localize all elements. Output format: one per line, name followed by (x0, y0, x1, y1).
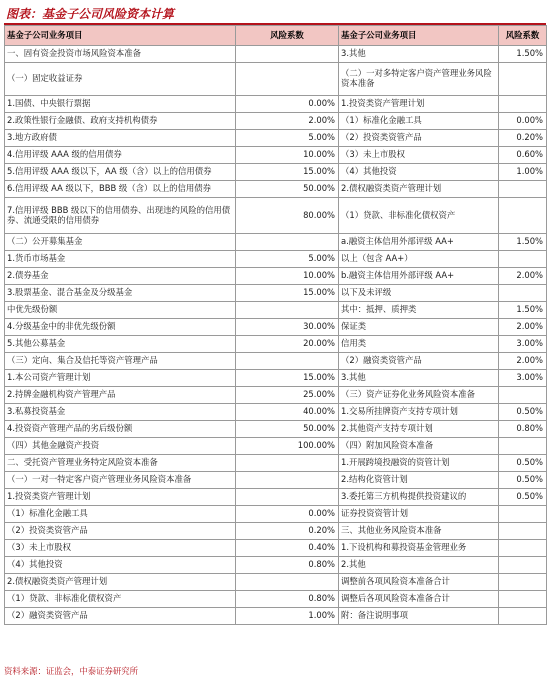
right-risk-cell: 0.80% (499, 421, 547, 438)
right-item-cell: 证券投资资管计划 (339, 506, 499, 523)
table-row (5, 130, 547, 147)
left-item-cell: （2）投资类资管产品 (5, 523, 236, 540)
right-risk-cell (499, 506, 547, 523)
left-risk-cell: 15.00% (236, 285, 339, 302)
left-risk-cell: 15.00% (236, 164, 339, 181)
right-item-cell: b.融资主体信用外部评级 AA+ (339, 268, 499, 285)
right-item-cell: 2.债权融资类资产管理计划 (339, 181, 499, 198)
right-risk-cell (499, 557, 547, 574)
left-item-cell: （1）贷款、非标准化债权资产 (5, 591, 236, 608)
left-risk-cell (236, 353, 339, 370)
left-risk-cell (236, 574, 339, 591)
left-risk-cell: 2.00% (236, 113, 339, 130)
left-item-cell: （一）固定收益证券 (5, 63, 236, 96)
left-item-cell: 4.分级基金中的非优先级份额 (5, 319, 236, 336)
right-risk-cell: 1.50% (499, 302, 547, 319)
table-row (5, 268, 547, 285)
right-item-cell: （二）一对多特定客户资产管理业务风险资本准备 (339, 63, 499, 96)
table-row (5, 285, 547, 302)
left-item-cell: 2.债券基金 (5, 268, 236, 285)
table-row (5, 540, 547, 557)
page-title: 图表：基金子公司风险资本计算 (6, 7, 175, 21)
table-row (5, 472, 547, 489)
right-risk-cell (499, 251, 547, 268)
table-row (5, 404, 547, 421)
left-item-cell: 3.私募投资基金 (5, 404, 236, 421)
left-risk-cell: 50.00% (236, 181, 339, 198)
left-risk-cell: 20.00% (236, 336, 339, 353)
left-risk-cell: 1.00% (236, 608, 339, 625)
table-row (5, 251, 547, 268)
table-row (5, 387, 547, 404)
left-risk-cell: 0.00% (236, 506, 339, 523)
right-risk-cell (499, 523, 547, 540)
right-risk-cell: 2.00% (499, 268, 547, 285)
left-risk-cell (236, 455, 339, 472)
header-left-item: 基金子公司业务项目 (5, 26, 236, 46)
left-risk-cell (236, 302, 339, 319)
left-risk-cell (236, 472, 339, 489)
left-item-cell: （2）融资类资管产品 (5, 608, 236, 625)
left-risk-cell: 0.80% (236, 557, 339, 574)
table-header-row (5, 26, 547, 46)
right-item-cell: （四）附加风险资本准备 (339, 438, 499, 455)
left-risk-cell: 0.00% (236, 96, 339, 113)
table-row (5, 96, 547, 113)
left-item-cell: （4）其他投资 (5, 557, 236, 574)
table-row (5, 608, 547, 625)
table-row (5, 319, 547, 336)
right-item-cell: 3.其他 (339, 370, 499, 387)
right-item-cell: （4）其他投资 (339, 164, 499, 181)
left-item-cell: 1.货币市场基金 (5, 251, 236, 268)
left-risk-cell: 10.00% (236, 268, 339, 285)
left-risk-cell: 0.40% (236, 540, 339, 557)
left-risk-cell (236, 234, 339, 251)
left-risk-cell: 5.00% (236, 251, 339, 268)
right-risk-cell (499, 608, 547, 625)
table-row (5, 147, 547, 164)
left-risk-cell: 100.00% (236, 438, 339, 455)
right-risk-cell: 0.50% (499, 472, 547, 489)
right-item-cell: 调整后各项风险资本准备合计 (339, 591, 499, 608)
table-row (5, 455, 547, 472)
right-risk-cell (499, 591, 547, 608)
right-item-cell: 1.下设机构和募投资基金管理业务 (339, 540, 499, 557)
table-row (5, 302, 547, 319)
right-risk-cell (499, 63, 547, 96)
right-item-cell: （1）标准化金融工具 (339, 113, 499, 130)
left-item-cell: 7.信用评级 BBB 级以下的信用债券、出现违约风险的信用债券、流通受限的信用债券 (5, 198, 236, 234)
right-risk-cell: 1.50% (499, 234, 547, 251)
left-item-cell: （四）其他金融资产投资 (5, 438, 236, 455)
table-row (5, 574, 547, 591)
right-item-cell: 以上（包含 AA+） (339, 251, 499, 268)
table-row (5, 591, 547, 608)
right-risk-cell: 0.50% (499, 404, 547, 421)
table-row (5, 353, 547, 370)
right-risk-cell: 0.00% (499, 113, 547, 130)
left-item-cell: 2.债权融资类资产管理计划 (5, 574, 236, 591)
left-item-cell: 一、固有资金投资市场风险资本准备 (5, 46, 236, 63)
header-right-item: 基金子公司业务项目 (339, 26, 499, 46)
right-item-cell: 信用类 (339, 336, 499, 353)
right-risk-cell: 0.50% (499, 489, 547, 506)
right-risk-cell: 3.00% (499, 336, 547, 353)
left-item-cell: （1）标准化金融工具 (5, 506, 236, 523)
right-item-cell: 2.结构化资管计划 (339, 472, 499, 489)
right-item-cell: 3.委托第三方机构提供投资建议的 (339, 489, 499, 506)
left-risk-cell: 25.00% (236, 387, 339, 404)
right-risk-cell (499, 574, 547, 591)
left-item-cell: （3）未上市股权 (5, 540, 236, 557)
left-item-cell: 1.国债、中央银行票据 (5, 96, 236, 113)
left-item-cell: （三）定向、集合及信托等资产管理产品 (5, 353, 236, 370)
right-item-cell: （3）未上市股权 (339, 147, 499, 164)
table-row (5, 164, 547, 181)
right-risk-cell (499, 387, 547, 404)
left-item-cell: 4.投资资产管理产品的劣后级份额 (5, 421, 236, 438)
left-risk-cell: 40.00% (236, 404, 339, 421)
right-risk-cell: 0.60% (499, 147, 547, 164)
right-item-cell: 以下及未评级 (339, 285, 499, 302)
table-row (5, 234, 547, 251)
left-risk-cell: 30.00% (236, 319, 339, 336)
risk-capital-table (4, 25, 547, 625)
right-item-cell: 附：备注说明事项 (339, 608, 499, 625)
left-risk-cell: 15.00% (236, 370, 339, 387)
left-risk-cell (236, 63, 339, 96)
left-risk-cell: 50.00% (236, 421, 339, 438)
table-row (5, 421, 547, 438)
right-item-cell: （1）贷款、非标准化债权资产 (339, 198, 499, 234)
table-row (5, 46, 547, 63)
right-risk-cell: 0.50% (499, 455, 547, 472)
left-risk-cell (236, 46, 339, 63)
right-risk-cell: 0.20% (499, 130, 547, 147)
right-risk-cell (499, 181, 547, 198)
right-item-cell: （2）融资类资管产品 (339, 353, 499, 370)
left-risk-cell: 0.80% (236, 591, 339, 608)
left-item-cell: 1.投资类资产管理计划 (5, 489, 236, 506)
left-item-cell: 2.持牌金融机构资产管理产品 (5, 387, 236, 404)
left-item-cell: 3.地方政府债 (5, 130, 236, 147)
table-row (5, 336, 547, 353)
left-item-cell: 3.股票基金、混合基金及分级基金 (5, 285, 236, 302)
table-row (5, 198, 547, 234)
left-risk-cell (236, 489, 339, 506)
right-risk-cell: 1.00% (499, 164, 547, 181)
left-item-cell: （二）公开募集基金 (5, 234, 236, 251)
source-note: 资料来源：证监会，中泰证券研究所 (4, 666, 138, 676)
right-item-cell: 1.开展跨境投融资的资管计划 (339, 455, 499, 472)
header-right-risk: 风险系数 (499, 26, 547, 46)
right-risk-cell (499, 96, 547, 113)
left-risk-cell: 5.00% (236, 130, 339, 147)
right-item-cell: 2.其他资产支持专项计划 (339, 421, 499, 438)
right-risk-cell: 3.00% (499, 370, 547, 387)
right-item-cell: 其中：抵押、质押类 (339, 302, 499, 319)
right-item-cell: 3.其他 (339, 46, 499, 63)
right-item-cell: （三）资产证券化业务风险资本准备 (339, 387, 499, 404)
right-risk-cell: 1.50% (499, 46, 547, 63)
right-risk-cell (499, 198, 547, 234)
right-item-cell: 2.其他 (339, 557, 499, 574)
header-left-risk: 风险系数 (236, 26, 339, 46)
left-item-cell: 二、受托资产管理业务特定风险资本准备 (5, 455, 236, 472)
left-item-cell: 1.本公司资产管理计划 (5, 370, 236, 387)
left-item-cell: 6.信用评级 AA 级以下，BBB 级（含）以上的信用债券 (5, 181, 236, 198)
right-item-cell: 1.投资类资产管理计划 (339, 96, 499, 113)
right-item-cell: a.融资主体信用外部评级 AA+ (339, 234, 499, 251)
left-item-cell: 5.其他公募基金 (5, 336, 236, 353)
right-risk-cell (499, 438, 547, 455)
right-risk-cell (499, 285, 547, 302)
table-row (5, 523, 547, 540)
table-row (5, 489, 547, 506)
right-risk-cell (499, 540, 547, 557)
left-risk-cell: 10.00% (236, 147, 339, 164)
left-item-cell: 5.信用评级 AAA 级以下，AA 级（含）以上的信用债券 (5, 164, 236, 181)
right-risk-cell: 2.00% (499, 319, 547, 336)
left-item-cell: （一）一对一特定客户资产管理业务风险资本准备 (5, 472, 236, 489)
left-risk-cell: 80.00% (236, 198, 339, 234)
table-row (5, 63, 547, 96)
table-row (5, 370, 547, 387)
left-risk-cell: 0.20% (236, 523, 339, 540)
table-row (5, 557, 547, 574)
right-item-cell: 三、其他业务风险资本准备 (339, 523, 499, 540)
right-item-cell: 保证类 (339, 319, 499, 336)
right-risk-cell: 2.00% (499, 353, 547, 370)
left-item-cell: 2.政策性银行金融债、政府支持机构债券 (5, 113, 236, 130)
table-row (5, 113, 547, 130)
left-item-cell: 4.信用评级 AAA 级的信用债券 (5, 147, 236, 164)
left-item-cell: 中优先级份额 (5, 302, 236, 319)
right-item-cell: 调整前各项风险资本准备合计 (339, 574, 499, 591)
table-row (5, 181, 547, 198)
right-item-cell: （2）投资类资管产品 (339, 130, 499, 147)
table-row (5, 438, 547, 455)
table-row (5, 506, 547, 523)
right-item-cell: 1.交易所挂牌资产支持专项计划 (339, 404, 499, 421)
